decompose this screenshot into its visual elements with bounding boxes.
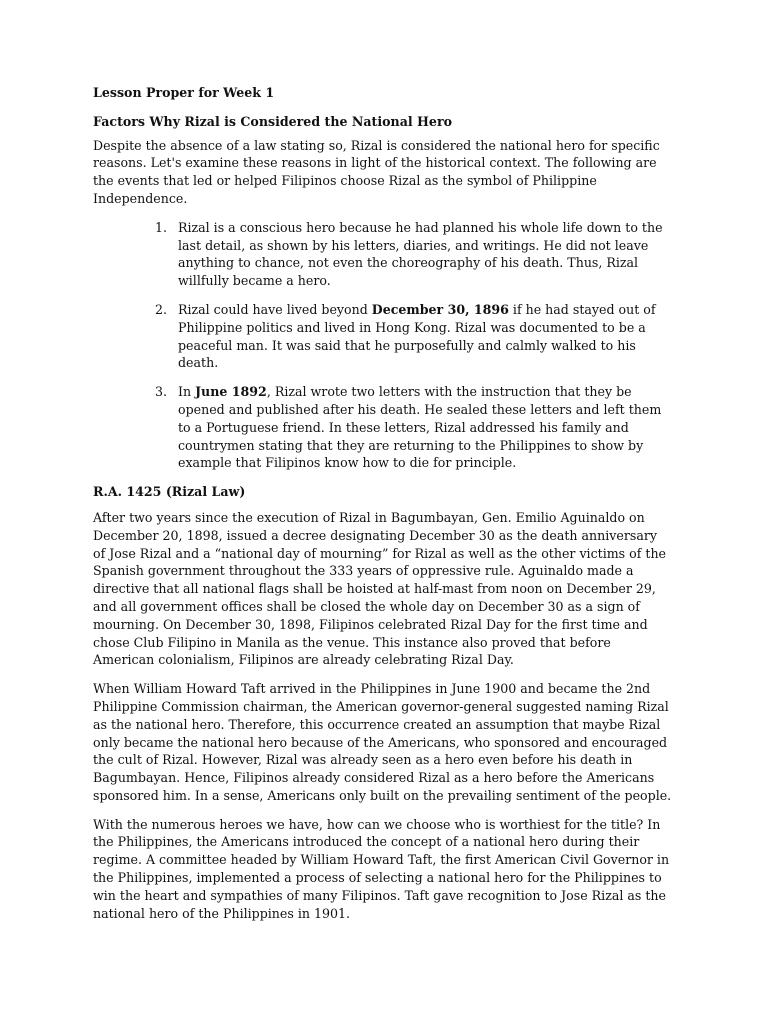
list-item-text: In (178, 384, 196, 400)
list-item-text: Rizal is a conscious hero because he had planned his whole life down to the last detail, as shown by his letters, diaries, and writings. He did not leave anything to chance, not even the choreography of his death. Thus, Rizal willfully became a hero. (178, 219, 663, 289)
section-heading-national-hero: Factors Why Rizal is Considered the National Hero (93, 113, 452, 129)
paragraph-aguinaldo-decree: After two years since the execution of Rizal in Bagumbayan, Gen. Emilio Aguinaldo on December 20, 1898, issued a decree designating December 30 as the death anniversary of Jose Rizal and a “national day of mourning” for Rizal as well as the other victims of the Spanish government throughout the 333 years of oppressive rule. Aguinaldo made a directive that all national flags shall be hoisted at half-mast from noon on December 29, and all government offices shall be closed the whole day on December 30 as a sign of mourning. On December 30, 1898, Filipinos celebrated Rizal Day for the first time and chose Club Filipino in Manila as the venue. This instance also proved that before American colonialism, Filipinos are already celebrating Rizal Day. (93, 509, 667, 668)
list-item-highlight-date: June 1892 (195, 384, 267, 400)
document-page (93, 84, 673, 933)
list-item-number: 2. (155, 301, 168, 317)
list-item-text-continued: , Rizal wrote two letters with the instruction that they be opened and published after his death. He sealed these letters and left them to a Portuguese friend. In these letters, Rizal addressed his family and countrymen stating that they are returning to the Philippines to show by example that Filipinos know how to die for principle. (178, 384, 662, 471)
lesson-title: Lesson Proper for Week 1 (93, 85, 275, 100)
list-item (93, 383, 673, 472)
list-item (93, 301, 673, 372)
list-item (93, 219, 673, 290)
factors-list (93, 219, 673, 472)
list-item-number: 3. (155, 384, 168, 400)
intro-paragraph: Despite the absence of a law stating so, Rizal is considered the national hero for specific reasons. Let's examine these reasons in light of the historical context. The following are the events that led or helped Filipinos choose Rizal as the symbol of Philippine Independence. (93, 137, 660, 206)
paragraph-taft-arrival: When William Howard Taft arrived in the Philippines in June 1900 and became the 2nd Philippine Commission chairman, the American governor-general suggested naming Rizal as the national hero. Therefore, this occurrence created an assumption that maybe Rizal only became the national hero because of the Americans, who sponsored and encouraged the cult of Rizal. However, Rizal was already seen as a hero even before his death in Bagumbayan. Hence, Filipinos already considered Rizal as a hero before the Americans sponsored him. In a sense, Americans only built on the prevailing sentiment of the people. (93, 681, 672, 803)
section-heading-rizal-law: R.A. 1425 (Rizal Law) (93, 484, 246, 500)
list-item-highlight-date: December 30, 1896 (371, 301, 509, 317)
list-item-text-continued: if he had stayed out of Philippine politics and lived in Hong Kong. Rizal was documented to be a peaceful man. It was said that he purposefully and calmly walked to his death. (178, 301, 656, 371)
list-item-number: 1. (155, 219, 168, 235)
list-item-text: Rizal could have lived beyond (178, 301, 372, 317)
paragraph-national-hero-selection: With the numerous heroes we have, how can we choose who is worthiest for the title? In the Philippines, the Americans introduced the concept of a national hero during their regime. A committee headed by William Howard Taft, the first American Civil Governor in the Philippines, implemented a process of selecting a national hero for the Philippines to win the heart and sympathies of many Filipinos. Taft gave recognition to Jose Rizal as the national hero of the Philippines in 1901. (93, 816, 670, 921)
